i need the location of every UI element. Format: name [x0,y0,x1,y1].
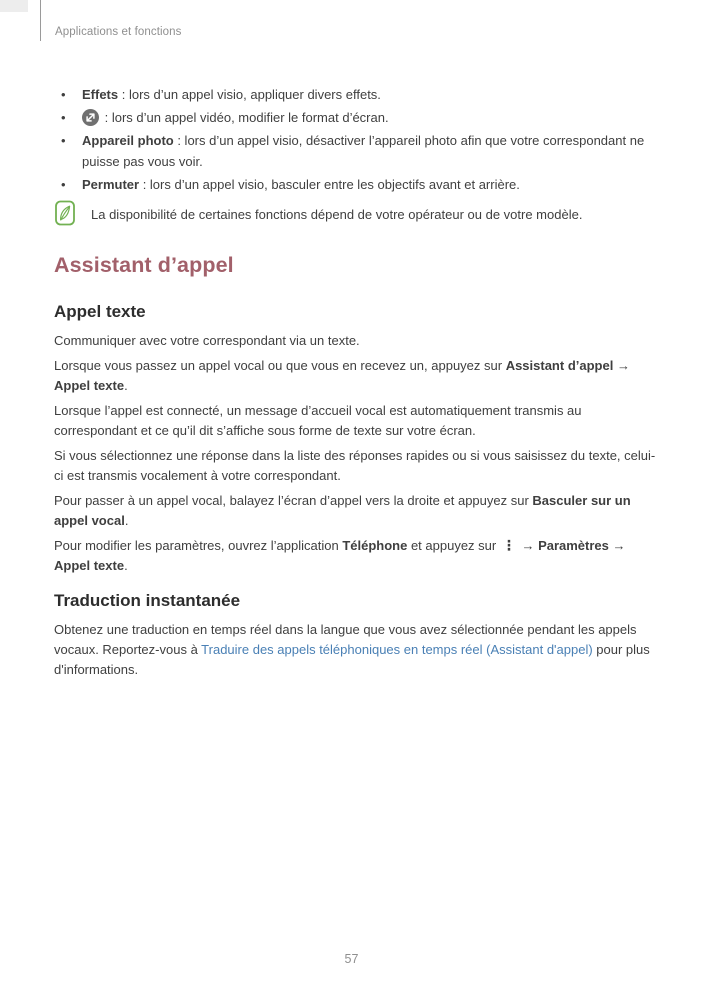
subsection-title-appel-texte: Appel texte [54,302,146,321]
text-segment: → [613,358,630,373]
paragraph [54,446,656,486]
header-divider [40,0,41,41]
paragraph [54,356,656,396]
subsection-title-traduction: Traduction instantanée [54,591,241,610]
page-content [54,84,656,685]
text-segment: → [608,538,626,553]
text-segment: Pour passer à un appel vocal, balayez l’écran d’appel vers la droite et appuyez sur [54,493,533,508]
scan-corner-artifact [0,0,28,12]
text-segment: pour plus d'informations. [54,642,650,677]
running-header: Applications et fonctions [55,26,182,38]
list-item-effets [54,84,656,105]
note-text: La disponibilité de certaines fonctions dépend de votre opérateur ou de votre modèle. [91,207,583,222]
text-segment: Effets [82,87,119,102]
text-segment: : lors d’un appel visio, désactiver l’appareil photo afin que votre correspondant ne puisse pas vous voir. [82,133,645,169]
text-segment: Basculer sur un appel vocal [54,493,631,528]
text-segment: Lorsque l’appel est connecté, un message d’accueil vocal est automatiquement transmis au correspondant et ce qu’il dit s’affiche sous forme de texte sur votre écran. [54,403,582,438]
list-item-text [82,177,520,192]
list-item-permuter [54,174,656,195]
list-item-text [82,133,644,169]
text-segment: Assistant d’appel [505,358,614,373]
cross-reference-link[interactable]: Traduire des appels téléphoniques en temps réel (Assistant d'appel) [201,642,593,657]
list-item-text [82,87,381,102]
text-segment: Obtenez une traduction en temps réel dans la langue que vous avez sélectionnée pendant les appels vocaux. Reportez-vous à [54,622,637,657]
text-segment: → [517,538,539,553]
list-item-format-ecran [54,107,656,128]
aspect-ratio-icon [82,109,99,126]
text-segment: Appareil photo [82,133,174,148]
text-segment: et appuyez sur [407,538,500,553]
text-segment: Appel texte [54,558,125,573]
text-segment: : lors d’un appel visio, appliquer divers effets. [118,87,381,102]
text-segment: . [124,558,128,573]
paragraph [54,331,656,351]
text-segment: . [124,513,129,528]
list-item-text [101,110,389,125]
text-segment: Lorsque vous passez un appel vocal ou que vous en recevez un, appuyez sur [54,358,506,373]
text-segment: : lors d’un appel visio, basculer entre les objectifs avant et arrière. [139,177,520,192]
text-segment: Communiquer avec votre correspondant via un texte. [54,333,360,348]
list-item-appareil-photo [54,130,656,172]
paragraph [54,536,656,576]
feature-list [54,84,656,195]
paragraph [54,401,656,441]
text-segment: Paramètres [538,538,609,553]
text-segment: . [124,378,128,393]
page-number: 57 [344,952,359,966]
section-title: Assistant d’appel [54,253,234,277]
text-segment: : lors d’un appel vidéo, modifier le format d’écran. [101,110,389,125]
paragraph [54,491,656,531]
text-segment: Permuter [82,177,140,192]
text-segment: Pour modifier les paramètres, ouvrez l’application [54,538,343,553]
text-segment: Téléphone [342,538,408,553]
paragraph [54,620,656,680]
note-icon [55,200,75,226]
text-segment: Si vous sélectionnez une réponse dans la liste des réponses rapides ou si vous saisissez du texte, celui-ci est transmis vocalement à votre correspondant. [54,448,656,483]
note-box [54,200,656,226]
text-segment: Appel texte [54,378,125,393]
more-vertical-icon: ⋮ [501,538,516,554]
